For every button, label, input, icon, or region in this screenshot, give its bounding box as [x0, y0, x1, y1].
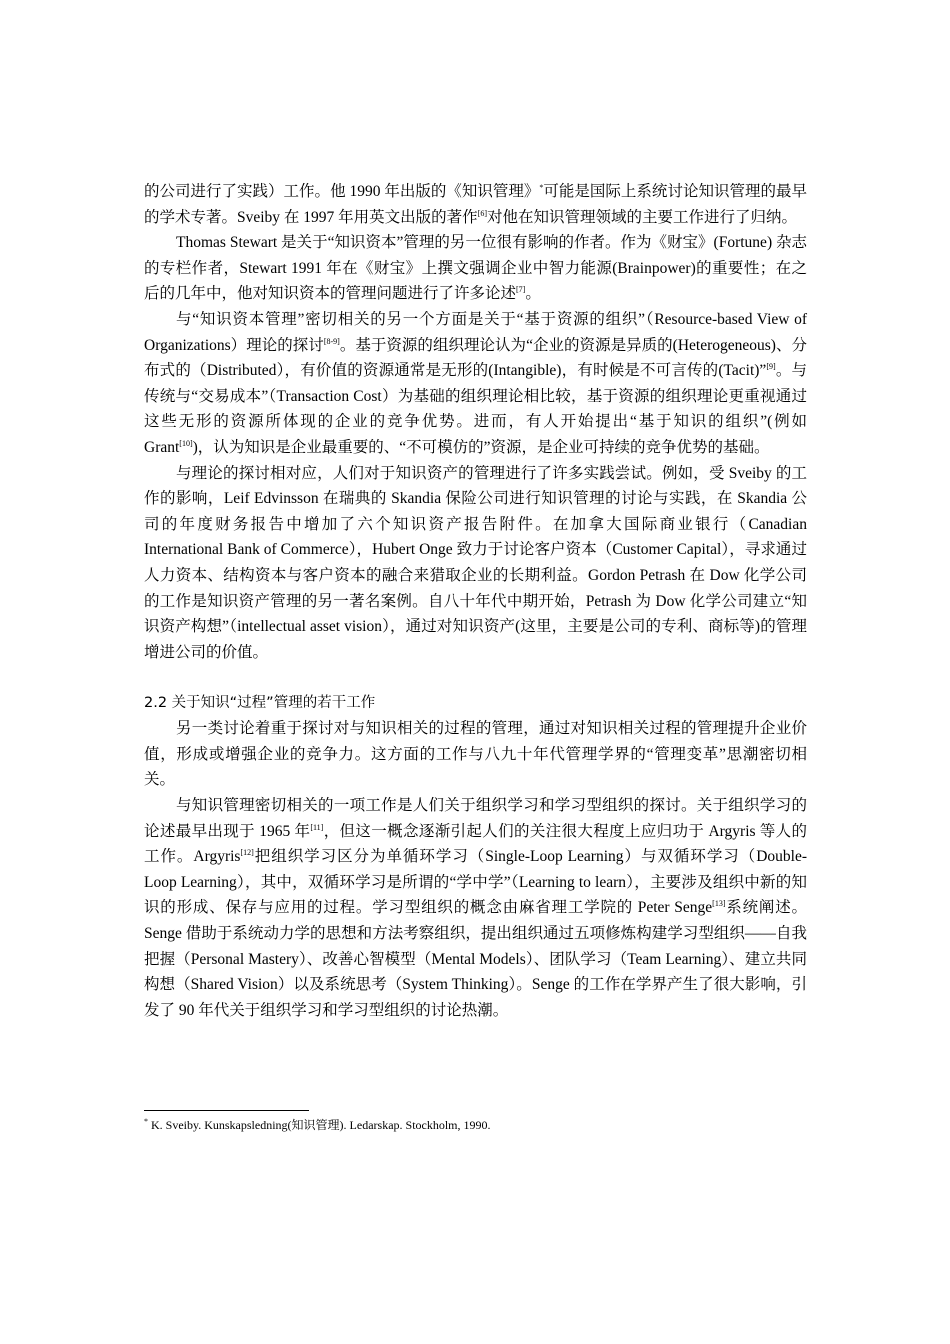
- paragraph-stewart: [144, 230, 807, 307]
- text-run: 系统阐述。Senge 借助于系统动力学的思想和方法考察组织，提出组织通过五项修炼构建学习型组织——自我把握（Personal Mastery）、改善心智模型（Mental Models）、团队学习（Team Learning）、建立共同构想（Shared Vision）以及系统思考（System Thinking）。Senge 的工作在学界产生了很大影响，引发了 90 年代关于组织学习和学习型组织的讨论热潮。: [144, 899, 807, 1019]
- paragraph-continuation: [144, 179, 807, 230]
- citation: [6]: [477, 208, 488, 218]
- citation: [9]: [766, 362, 776, 371]
- text-run: 的公司进行了实践）工作。他 1990 年出版的《知识管理》: [144, 183, 540, 200]
- paragraph-process: 另一类讨论着重于探讨对与知识相关的过程的管理，通过对知识相关过程的管理提升企业价值，形成或增强企业的竞争力。这方面的工作与八九十年代管理学界的“管理变革”思潮密切相关。: [144, 720, 807, 789]
- paragraph-resource-based: [144, 307, 807, 461]
- text-run: 。基于资源的组织理论认为“企业的资源是异质的(Heterogeneous)、分布式的（Distributed），有价值的资源通常是无形的(Intangible)，有时候是不可言传的(Tacit)”: [144, 336, 807, 380]
- text-run: 。与传统与“交易成本”（Transaction Cost）为基础的组织理论相比较，基于资源的组织理论更重视通过这些无形的资源所体现的企业的竞争优势。进而，有人开始提出“基于知识的组织”(例如 Grant: [144, 362, 807, 456]
- paragraph-learning-org: [144, 793, 807, 1023]
- text-run: 。: [525, 285, 541, 303]
- footnote-text: K. Sveiby. Kunskapsledning(知识管理). Ledarskap. Stockholm, 1990.: [148, 1118, 491, 1132]
- footnote-mark: *: [144, 1117, 148, 1126]
- footnote: [144, 1116, 807, 1134]
- text-run: Thomas Stewart 是关于“知识资本”管理的另一位很有影响的作者。作为《财宝》(Fortune) 杂志的专栏作者，Stewart 1991 年在《财宝》上撰文强调企业中智力能源(Brainpower)的重要性；在之后的几年中，他对知识资本的管理问题进行了许多论述: [144, 234, 807, 303]
- section-heading: 2.2 关于知识“过程”管理的若干工作: [144, 695, 376, 712]
- citation: [8-9]: [323, 336, 340, 346]
- paragraph-practice: 与理论的探讨相对应，人们对于知识资产的管理进行了许多实践尝试。例如，受 Sveiby 的工作的影响，Leif Edvinsson 在瑞典的 Skandia 保险公司进行知识管理的讨论与实践，在 Skandia 公司的年度财务报告中增加了六个知识资产报告附件。在加拿大国际商业银行（Canadian International Bank of Commerce），Hubert Onge 致力于讨论客户资本（Customer Capital），寻求通过人力资本、结构资本与客户资本的融合来猎取企业的长期利益。Gordon Petrash 在 Dow 化学公司的工作是知识资产管理的另一著名案例。自八十年代中期开始，Petrash 为 Dow 化学公司建立“知识资产构想”（intellectual asset vision），通过对知识资产(这里，主要是公司的专利、商标等)的管理增进公司的价值。: [144, 464, 807, 661]
- text-run: ，但这一概念逐渐引起人们的关注很大程度上应归功于 Argyris 等人的工作。Argyris: [144, 822, 807, 866]
- text-run: 对他在知识管理领域的主要工作进行了归纳。: [487, 208, 798, 226]
- citation: [10]: [179, 438, 193, 448]
- citation: [11]: [310, 822, 324, 832]
- footnote-separator: [144, 1110, 309, 1111]
- body-text: [144, 179, 807, 1023]
- text-run: 与知识管理密切相关的一项工作是人们关于组织学习和学习型组织的探讨。关于组织学习的论述最早出现于 1965 年: [144, 797, 807, 840]
- text-run: 把组织学习区分为单循环学习（Single-Loop Learning）与双循环学习（Double-Loop Learning），其中，双循环学习是所谓的“学中学”（Learning to learn），主要涉及组织中新的知识的形成、保存与应用的过程。学习型组织的概念由麻省理工学院的 Peter Senge: [144, 848, 807, 917]
- citation: [13]: [712, 899, 726, 909]
- text-run: 可能是国际上系统讨论知识管理的最早的学术专著。Sveiby 在 1997 年用英文出版的著作: [144, 183, 807, 226]
- text-run: )，认为知识是企业最重要的、“不可模仿的”资源，是企业可持续的竞争优势的基础。: [192, 438, 770, 456]
- text-run: 与“知识资本管理”密切相关的另一个方面是关于“基于资源的组织”（Resource-based View of Organizations）理论的探讨: [144, 310, 807, 354]
- citation: [7]: [516, 285, 526, 295]
- footnote-marker: *: [539, 182, 544, 192]
- citation: [12]: [240, 848, 254, 858]
